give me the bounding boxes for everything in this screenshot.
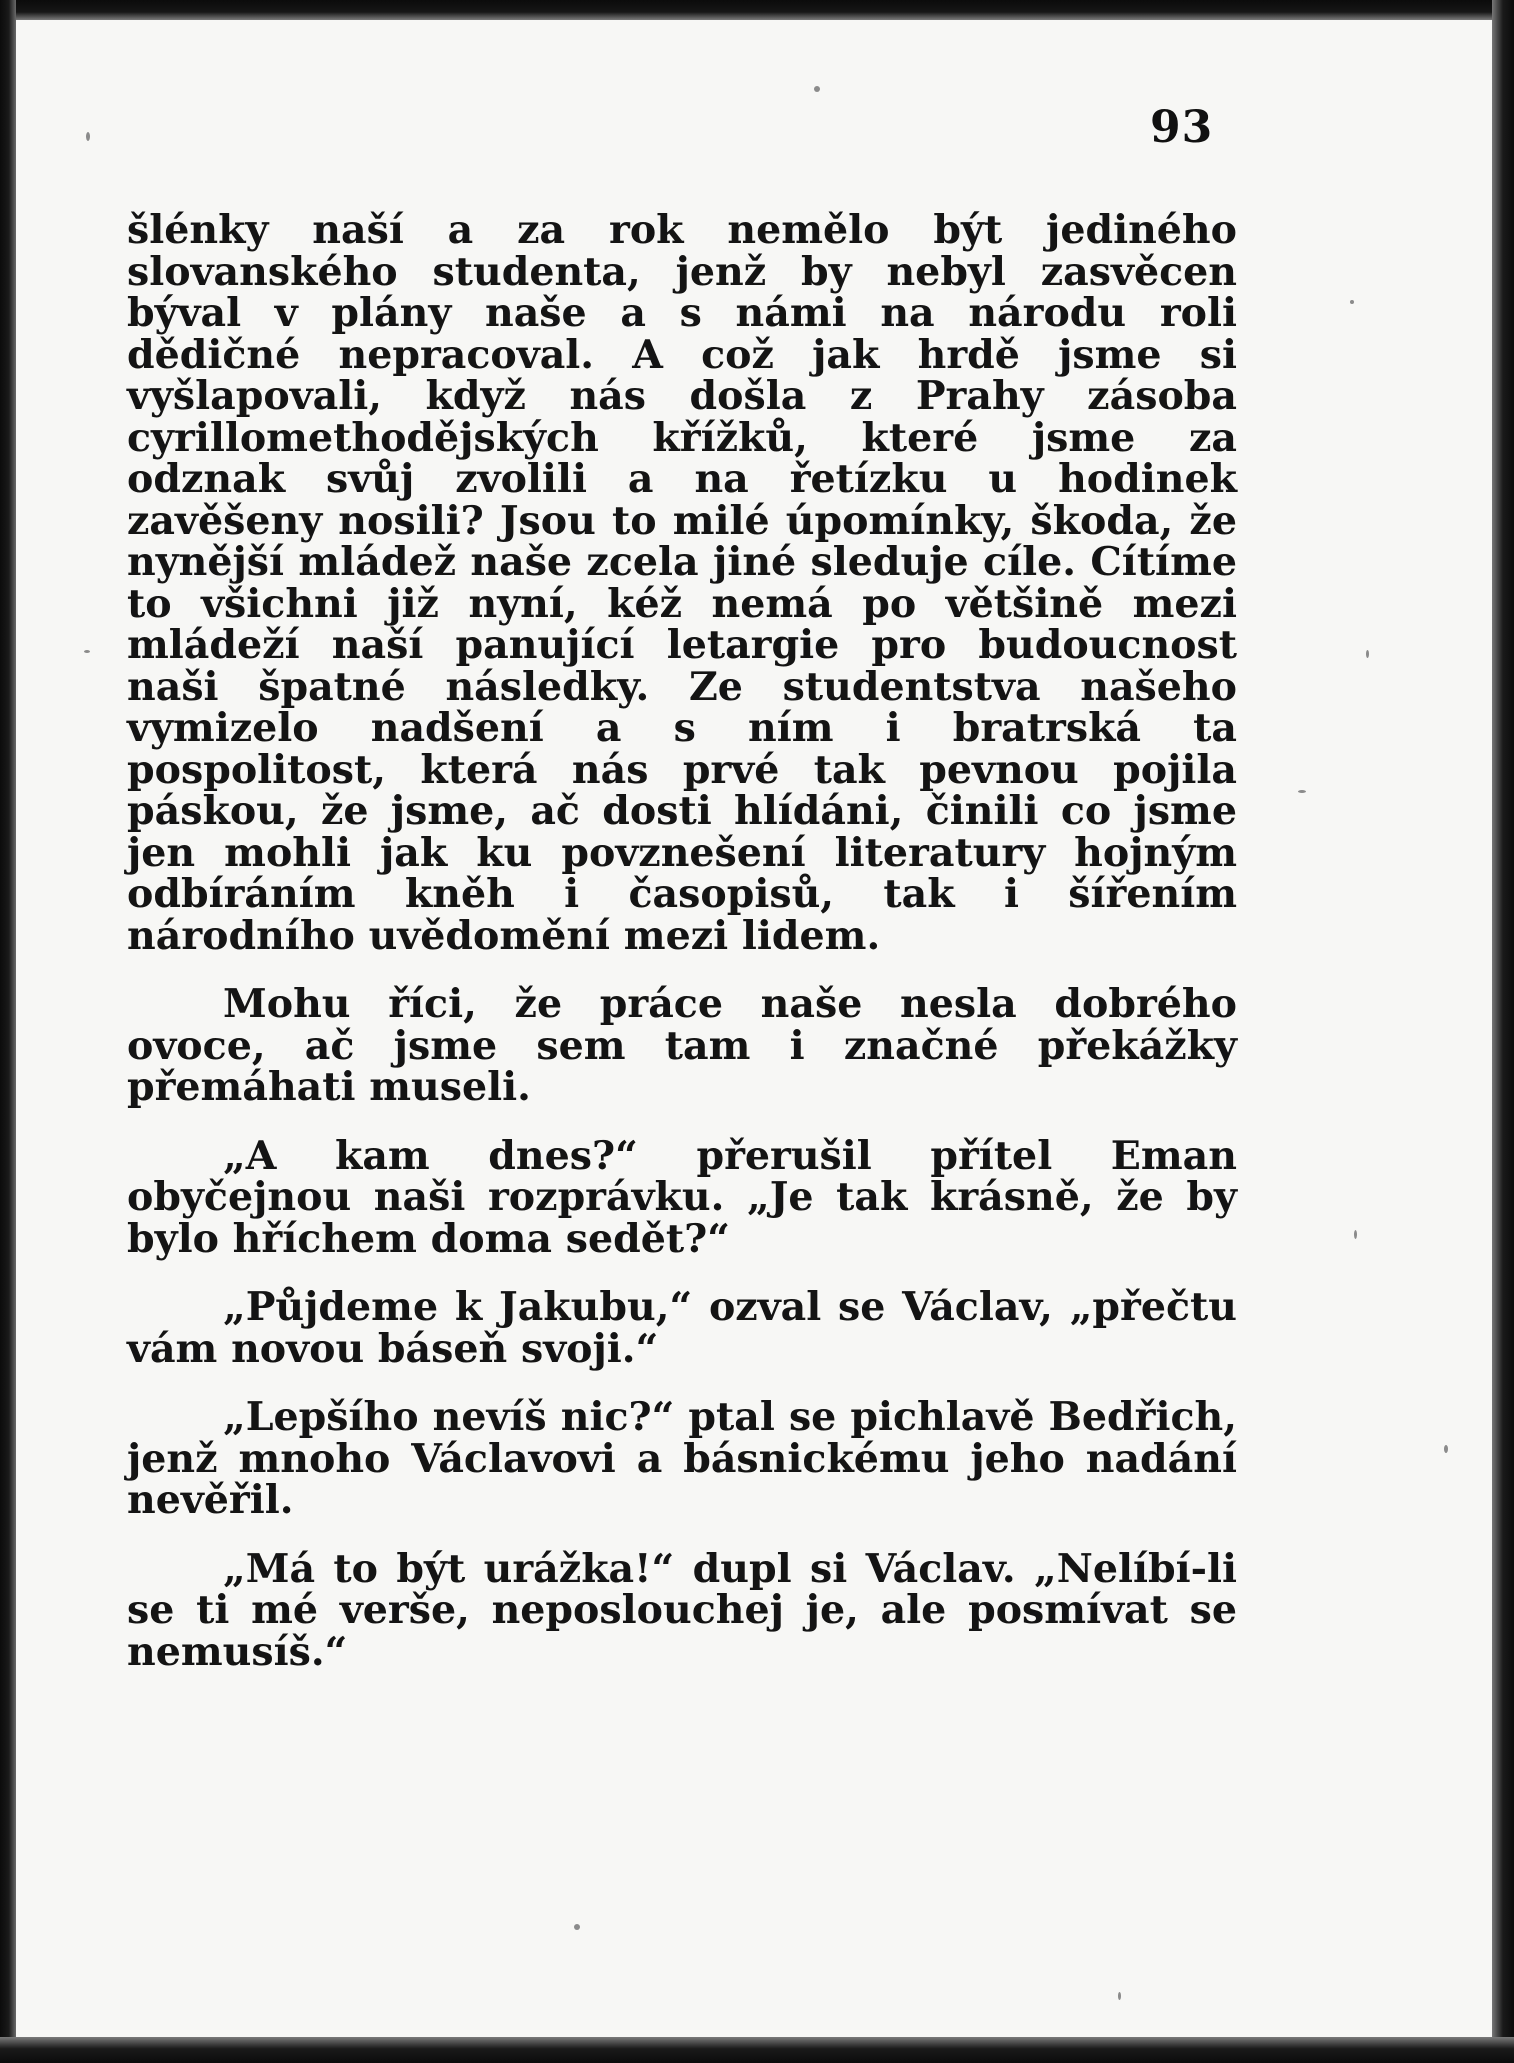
paragraph-3: „A kam dnes?“ přerušil přítel Eman obyčejnou naši rozprávku. „Je tak krásně, že by bylo hříchem doma sedět?“ [127, 1132, 1237, 1262]
scan-speck [814, 86, 820, 92]
page-number: 93 [1150, 102, 1214, 153]
scan-speck [1366, 650, 1369, 658]
scan-speck [1354, 1230, 1357, 1239]
paragraph-2: Mohu říci, že práce naše nesla dobrého ovoce, ač jsme sem tam i značné překážky přemáhati museli. [127, 981, 1237, 1110]
scan-speck [1118, 1992, 1121, 2000]
scan-border-top [0, 0, 1514, 20]
scan-border-right [1492, 0, 1514, 2063]
scan-border-left [0, 0, 16, 2063]
scan-speck [1444, 1445, 1448, 1453]
scan-speck [1298, 790, 1306, 793]
paragraph-6: „Má to být urážka!“ dupl si Václav. „Nelíbí-li se ti mé verše, neposlouchej je, ale posmívat se nemusíš.“ [127, 1545, 1237, 1675]
scan-speck [1350, 300, 1354, 304]
paragraph-5: „Lepšího nevíš nic?“ ptal se pichlavě Bedřich, jenž mnoho Václavovi a básnickému jeho nadání nevěřil. [127, 1394, 1237, 1523]
scan-speck [86, 132, 90, 141]
scan-speck [84, 650, 90, 653]
scan-speck [574, 1924, 580, 1930]
paragraph-1: šlénky naší a za rok nemělo být jediného slovanského studenta, jenž by nebyl zasvěcen býval v plány naše a s námi na národu roli dědičné nepracoval. A což jak hrdě jsme si vyšlapovali, když nás došla z Prahy zásoba cyrillomethodějských křížků, které jsme za odznak svůj zvolili a na řetízku u hodinek zavěšeny nosili? Jsou to milé úpomínky, škoda, že nynější mládež naše zcela jiné sleduje cíle. Cítíme to všichni již nyní, kéž nemá po většině mezi mládeží naší panující letargie pro budoucnost naši špatné následky. Ze studentstva našeho vymizelo nadšení a s ním i bratrská ta pospolitost, která nás prvé tak pevnou pojila páskou, že jsme, ač dosti hlídáni, činili co jsme jen mohli jak ku povznešení literatury hojným odbíráním kněh i časopisů, tak i šířením národního uvědomění mezi lidem. [127, 207, 1237, 959]
scan-border-bottom [0, 2037, 1514, 2063]
body-text [127, 207, 1237, 1675]
paragraph-4: „Půjdeme k Jakubu,“ ozval se Václav, „přečtu vám novou báseň svoji.“ [127, 1284, 1237, 1372]
